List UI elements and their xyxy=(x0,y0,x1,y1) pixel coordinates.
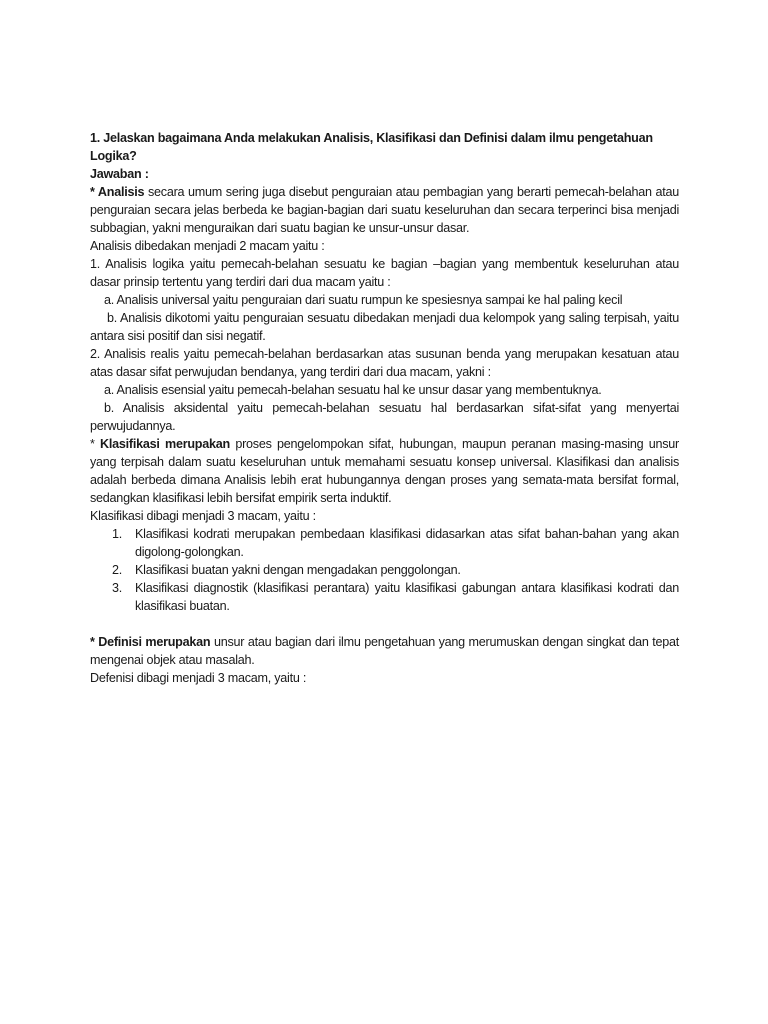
analisis-universal: a. Analisis universal yaitu penguraian dari suatu rumpun ke spesiesnya sampai ke hal paling kecil xyxy=(104,293,623,307)
definisi-paragraph xyxy=(90,633,679,669)
klasifikasi-dibagi: Klasifikasi dibagi menjadi 3 macam, yaitu : xyxy=(90,509,316,523)
klasifikasi-star: * xyxy=(90,437,101,451)
analisis-esensial: a. Analisis esensial yaitu pemecah-belahan sesuatu hal ke unsur dasar yang membentuknya. xyxy=(104,383,602,397)
analisis-realis: 2. Analisis realis yaitu pemecah-belahan berdasarkan atas susunan benda yang merupakan kesatuan atau atas dasar sifat perwujudan bendanya, yang terdiri dari dua macam, yakni : xyxy=(90,347,679,379)
analisis-definition: secara umum sering juga disebut penguraian atau pembagian yang berarti pemecah-belahan atau penguraian secara jelas berbeda ke bagian-bagian dari suatu keseluruhan dan secara terperinci bisa menjadi subbagian, yakni menguraikan dari suatu bagian ke unsur-unsur dasar. xyxy=(90,185,679,235)
klasifikasi-term: Klasifikasi merupakan xyxy=(100,437,230,451)
list-item xyxy=(90,561,679,579)
list-number: 3. xyxy=(112,581,123,595)
analisis-paragraph xyxy=(90,183,679,237)
jawaban-label xyxy=(90,165,679,183)
list-text: Klasifikasi kodrati merupakan pembedaan klasifikasi didasarkan atas sifat bahan-bahan yang akan digolong-golongkan. xyxy=(135,527,679,559)
list-number: 2. xyxy=(112,563,123,577)
klasifikasi-paragraph xyxy=(90,435,679,507)
question-text: 1. Jelaskan bagaimana Anda melakukan Analisis, Klasifikasi dan Definisi dalam ilmu pengetahuan Logika? xyxy=(90,131,653,163)
list-item xyxy=(90,525,679,561)
list-text: Klasifikasi buatan yakni dengan mengadakan penggolongan. xyxy=(135,563,461,577)
analisis-aksidental xyxy=(90,399,679,435)
definisi-term: * Definisi merupakan xyxy=(90,635,211,649)
klasifikasi-list xyxy=(90,525,679,615)
analisis-aksidental-text: b. Analisis aksidental yaitu pemecah-belahan sesuatu hal berdasarkan sifat-sifat yang menyertai perwujudannya. xyxy=(90,401,679,433)
definisi-dibagi: Defenisi dibagi menjadi 3 macam, yaitu : xyxy=(90,671,307,685)
klasifikasi-definition: proses pengelompokan sifat, hubungan, maupun peranan masing-masing unsur yang terpisah dalam suatu keseluruhan untuk memahami sesuatu konsep universal. Klasifikasi dan analisis adalah berbeda dimana Analisis lebih erat hubungannya dengan proses yang semata-mata bersifat formal, sedangkan klasifikasi lebih bersifat empirik serta induktif. xyxy=(90,437,679,505)
analisis-dikotomi xyxy=(90,309,679,345)
analisis-logika: 1. Analisis logika yaitu pemecah-belahan sesuatu ke bagian –bagian yang membentuk keseluruhan atau dasar prinsip tertentu yang terdiri dari dua macam yaitu : xyxy=(90,257,679,289)
definisi-definition: unsur atau bagian dari ilmu pengetahuan yang merumuskan dengan singkat dan tepat mengenai objek atau masalah. xyxy=(90,635,679,667)
list-text: Klasifikasi diagnostik (klasifikasi perantara) yaitu klasifikasi gabungan antara klasifikasi kodrati dan klasifikasi buatan. xyxy=(135,581,679,613)
analisis-dikotomi-text: b. Analisis dikotomi yaitu penguraian sesuatu dibedakan menjadi dua kelompok yang saling terpisah, yaitu antara sisi positif dan sisi negatif. xyxy=(90,311,679,343)
document-content xyxy=(90,129,679,687)
analisis-term: * Analisis xyxy=(90,185,145,199)
list-number: 1. xyxy=(112,527,123,541)
jawaban-text: Jawaban : xyxy=(90,167,149,181)
list-item xyxy=(90,579,679,615)
question-heading xyxy=(90,129,679,165)
analisis-dibedakan: Analisis dibedakan menjadi 2 macam yaitu : xyxy=(90,239,325,253)
